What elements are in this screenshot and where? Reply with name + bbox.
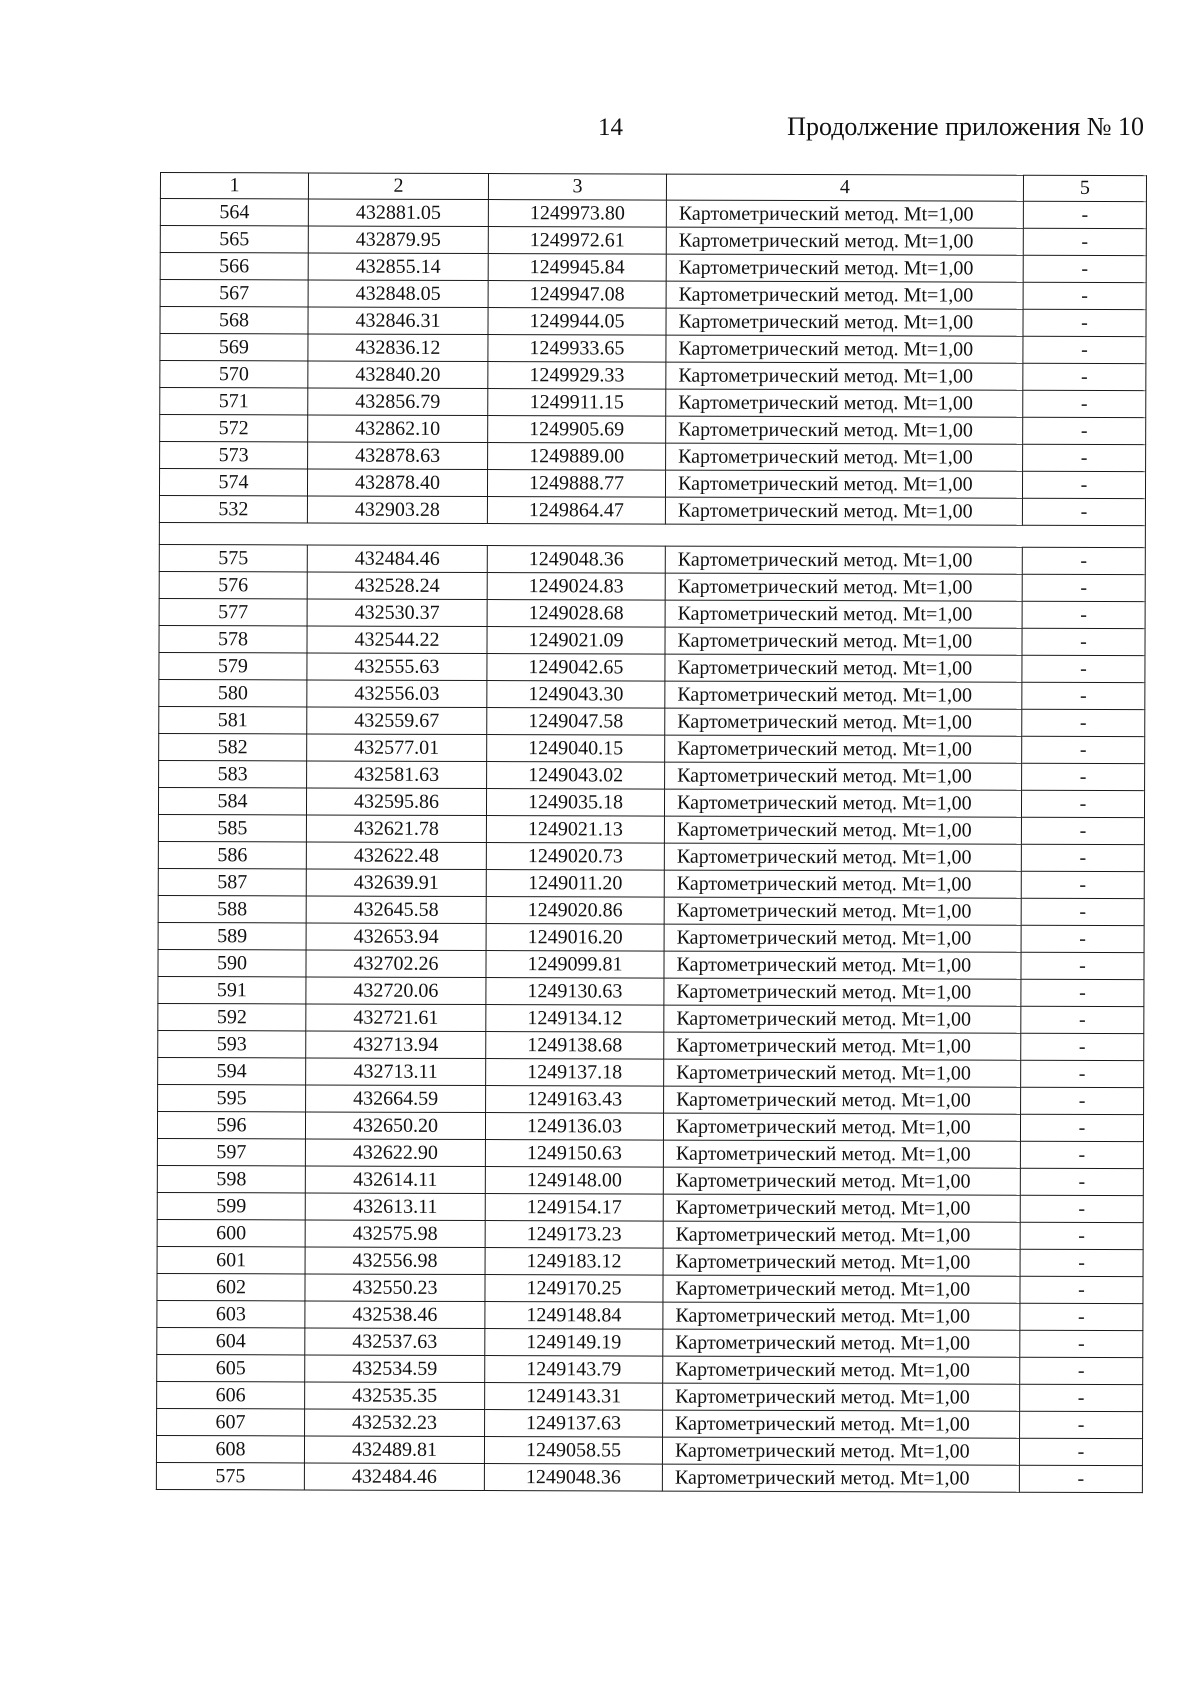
point-number-cell: 601 bbox=[157, 1246, 305, 1273]
x-coordinate-cell: 432650.20 bbox=[305, 1112, 485, 1140]
method-cell: Картометрический метод. Mt=1,00 bbox=[665, 627, 1022, 655]
x-coordinate-cell: 432713.94 bbox=[306, 1031, 486, 1059]
method-cell: Картометрический метод. Mt=1,00 bbox=[665, 681, 1022, 709]
note-cell: - bbox=[1021, 1060, 1144, 1087]
x-coordinate-cell: 432862.10 bbox=[308, 415, 488, 443]
note-cell: - bbox=[1019, 1438, 1142, 1465]
point-number-cell: 578 bbox=[159, 625, 307, 652]
method-cell: Картометрический метод. Mt=1,00 bbox=[663, 1194, 1020, 1222]
y-coordinate-cell: 1249134.12 bbox=[486, 1005, 664, 1033]
method-cell: Картометрический метод. Mt=1,00 bbox=[664, 789, 1021, 817]
table-row bbox=[159, 706, 1145, 736]
x-coordinate-cell: 432575.98 bbox=[305, 1220, 485, 1248]
group-separator-row bbox=[159, 522, 1145, 547]
point-number-cell: 532 bbox=[159, 495, 307, 522]
note-cell: - bbox=[1020, 1249, 1143, 1276]
note-cell: - bbox=[1022, 547, 1145, 574]
y-coordinate-cell: 1249043.30 bbox=[487, 681, 665, 709]
note-cell: - bbox=[1023, 255, 1146, 282]
table-row bbox=[157, 1165, 1143, 1195]
table-row bbox=[157, 1246, 1143, 1276]
y-coordinate-cell: 1249035.18 bbox=[486, 789, 664, 817]
method-cell: Картометрический метод. Mt=1,00 bbox=[663, 1356, 1020, 1384]
table-row bbox=[158, 1057, 1144, 1087]
table-row bbox=[159, 733, 1145, 763]
method-cell: Картометрический метод. Mt=1,00 bbox=[665, 600, 1022, 628]
note-cell: - bbox=[1023, 228, 1146, 255]
note-cell: - bbox=[1020, 1222, 1143, 1249]
x-coordinate-cell: 432878.40 bbox=[307, 469, 487, 497]
table-row bbox=[159, 679, 1145, 709]
point-number-cell: 599 bbox=[157, 1192, 305, 1219]
y-coordinate-cell: 1249024.83 bbox=[487, 573, 665, 601]
point-number-cell: 575 bbox=[159, 544, 307, 571]
point-number-cell: 598 bbox=[157, 1165, 305, 1192]
y-coordinate-cell: 1249864.47 bbox=[487, 497, 665, 525]
table-row bbox=[158, 841, 1144, 871]
y-coordinate-cell: 1249048.36 bbox=[484, 1464, 662, 1492]
y-coordinate-cell: 1249021.09 bbox=[487, 627, 665, 655]
note-cell: - bbox=[1023, 201, 1146, 228]
point-number-cell: 576 bbox=[159, 571, 307, 598]
x-coordinate-cell: 432535.35 bbox=[305, 1382, 485, 1410]
x-coordinate-cell: 432555.63 bbox=[307, 653, 487, 681]
point-number-cell: 589 bbox=[158, 922, 306, 949]
point-number-cell: 570 bbox=[160, 361, 308, 388]
x-coordinate-cell: 432537.63 bbox=[305, 1328, 485, 1356]
point-number-cell: 586 bbox=[158, 841, 306, 868]
note-cell: - bbox=[1021, 1033, 1144, 1060]
x-coordinate-cell: 432878.63 bbox=[308, 442, 488, 470]
note-cell: - bbox=[1022, 736, 1145, 763]
table-row bbox=[157, 1138, 1143, 1168]
point-number-cell: 595 bbox=[158, 1084, 306, 1111]
method-cell: Картометрический метод. Mt=1,00 bbox=[663, 1329, 1020, 1357]
y-coordinate-cell: 1249130.63 bbox=[486, 978, 664, 1006]
point-number-cell: 582 bbox=[159, 733, 307, 760]
table-row bbox=[160, 334, 1146, 364]
x-coordinate-cell: 432664.59 bbox=[306, 1085, 486, 1113]
table-row bbox=[157, 1381, 1143, 1411]
note-cell: - bbox=[1020, 1195, 1143, 1222]
y-coordinate-cell: 1249020.86 bbox=[486, 897, 664, 925]
method-cell: Картометрический метод. Mt=1,00 bbox=[664, 816, 1021, 844]
table-row bbox=[158, 976, 1144, 1006]
method-cell: Картометрический метод. Mt=1,00 bbox=[663, 1113, 1020, 1141]
y-coordinate-cell: 1249040.15 bbox=[487, 735, 665, 763]
point-number-cell: 606 bbox=[157, 1381, 305, 1408]
method-cell: Картометрический метод. Mt=1,00 bbox=[665, 546, 1022, 574]
note-cell: - bbox=[1021, 925, 1144, 952]
y-coordinate-cell: 1249889.00 bbox=[488, 443, 666, 471]
y-coordinate-cell: 1249047.58 bbox=[487, 708, 665, 736]
x-coordinate-cell: 432577.01 bbox=[307, 734, 487, 762]
table-row bbox=[160, 388, 1146, 418]
y-coordinate-cell: 1249945.84 bbox=[488, 254, 666, 282]
table-row bbox=[156, 1462, 1142, 1492]
note-cell: - bbox=[1023, 390, 1146, 417]
note-cell: - bbox=[1020, 1276, 1143, 1303]
y-coordinate-cell: 1249058.55 bbox=[484, 1437, 662, 1465]
table-header-row bbox=[160, 173, 1146, 202]
table-row bbox=[160, 253, 1146, 283]
point-number-cell: 593 bbox=[158, 1030, 306, 1057]
point-number-cell: 590 bbox=[158, 949, 306, 976]
point-number-cell: 587 bbox=[158, 868, 306, 895]
point-number-cell: 579 bbox=[159, 652, 307, 679]
y-coordinate-cell: 1249048.36 bbox=[487, 546, 665, 574]
method-cell: Картометрический метод. Mt=1,00 bbox=[665, 735, 1022, 763]
y-coordinate-cell: 1249099.81 bbox=[486, 951, 664, 979]
y-coordinate-cell: 1249138.68 bbox=[486, 1032, 664, 1060]
table-row bbox=[159, 652, 1145, 682]
y-coordinate-cell: 1249020.73 bbox=[486, 843, 664, 871]
y-coordinate-cell: 1249163.43 bbox=[486, 1086, 664, 1114]
note-cell: - bbox=[1019, 1465, 1142, 1492]
table-row bbox=[158, 949, 1144, 979]
table-row bbox=[158, 814, 1144, 844]
x-coordinate-cell: 432528.24 bbox=[307, 572, 487, 600]
table-row bbox=[159, 544, 1145, 574]
method-cell: Картометрический метод. Mt=1,00 bbox=[664, 924, 1021, 952]
point-number-cell: 591 bbox=[158, 976, 306, 1003]
note-cell: - bbox=[1020, 1384, 1143, 1411]
y-coordinate-cell: 1249148.84 bbox=[485, 1302, 663, 1330]
point-number-cell: 584 bbox=[158, 787, 306, 814]
table-row bbox=[157, 1354, 1143, 1384]
method-cell: Картометрический метод. Mt=1,00 bbox=[665, 573, 1022, 601]
note-cell: - bbox=[1022, 682, 1145, 709]
table-row bbox=[159, 760, 1145, 790]
coordinates-table bbox=[156, 172, 1147, 1493]
method-cell: Картометрический метод. Mt=1,00 bbox=[665, 497, 1022, 525]
method-cell: Картометрический метод. Mt=1,00 bbox=[664, 843, 1021, 871]
table-row bbox=[156, 1435, 1142, 1465]
table-row bbox=[159, 495, 1145, 525]
x-coordinate-cell: 432550.23 bbox=[305, 1274, 485, 1302]
x-coordinate-cell: 432713.11 bbox=[306, 1058, 486, 1086]
method-cell: Картометрический метод. Mt=1,00 bbox=[666, 254, 1023, 282]
x-coordinate-cell: 432534.59 bbox=[305, 1355, 485, 1383]
point-number-cell: 596 bbox=[157, 1111, 305, 1138]
note-cell: - bbox=[1023, 309, 1146, 336]
point-number-cell: 567 bbox=[160, 280, 308, 307]
note-cell: - bbox=[1020, 1168, 1143, 1195]
method-cell: Картометрический метод. Mt=1,00 bbox=[664, 978, 1021, 1006]
method-cell: Картометрический метод. Mt=1,00 bbox=[664, 1032, 1021, 1060]
method-cell: Картометрический метод. Mt=1,00 bbox=[663, 1248, 1020, 1276]
column-header-5: 5 bbox=[1023, 175, 1146, 201]
method-cell: Картометрический метод. Mt=1,00 bbox=[665, 654, 1022, 682]
group-separator-cell bbox=[159, 522, 1145, 547]
y-coordinate-cell: 1249143.31 bbox=[485, 1383, 663, 1411]
point-number-cell: 605 bbox=[157, 1354, 305, 1381]
table-row bbox=[160, 280, 1146, 310]
point-number-cell: 581 bbox=[159, 706, 307, 733]
table-row bbox=[157, 1273, 1143, 1303]
table-row bbox=[159, 571, 1145, 601]
x-coordinate-cell: 432639.91 bbox=[306, 869, 486, 897]
x-coordinate-cell: 432903.28 bbox=[307, 496, 487, 524]
point-number-cell: 603 bbox=[157, 1300, 305, 1327]
method-cell: Картометрический метод. Mt=1,00 bbox=[666, 416, 1023, 444]
x-coordinate-cell: 432721.61 bbox=[306, 1004, 486, 1032]
note-cell: - bbox=[1020, 1141, 1143, 1168]
note-cell: - bbox=[1022, 601, 1145, 628]
table-row bbox=[160, 226, 1146, 256]
table-row bbox=[157, 1111, 1143, 1141]
x-coordinate-cell: 432532.23 bbox=[305, 1409, 485, 1437]
point-number-cell: 569 bbox=[160, 334, 308, 361]
method-cell: Картометрический метод. Mt=1,00 bbox=[666, 362, 1023, 390]
x-coordinate-cell: 432622.48 bbox=[306, 842, 486, 870]
x-coordinate-cell: 432613.11 bbox=[305, 1193, 485, 1221]
method-cell: Картометрический метод. Mt=1,00 bbox=[666, 200, 1023, 228]
table-row bbox=[160, 415, 1146, 445]
y-coordinate-cell: 1249911.15 bbox=[488, 389, 666, 417]
method-cell: Картометрический метод. Mt=1,00 bbox=[666, 335, 1023, 363]
point-number-cell: 604 bbox=[157, 1327, 305, 1354]
x-coordinate-cell: 432556.98 bbox=[305, 1247, 485, 1275]
note-cell: - bbox=[1023, 336, 1146, 363]
point-number-cell: 574 bbox=[159, 469, 307, 496]
table-row bbox=[158, 922, 1144, 952]
y-coordinate-cell: 1249183.12 bbox=[485, 1248, 663, 1276]
note-cell: - bbox=[1020, 1357, 1143, 1384]
y-coordinate-cell: 1249137.18 bbox=[486, 1059, 664, 1087]
table-body bbox=[156, 199, 1146, 1493]
note-cell: - bbox=[1020, 1411, 1143, 1438]
point-number-cell: 597 bbox=[157, 1138, 305, 1165]
x-coordinate-cell: 432484.46 bbox=[307, 545, 487, 573]
x-coordinate-cell: 432645.58 bbox=[306, 896, 486, 924]
x-coordinate-cell: 432544.22 bbox=[307, 626, 487, 654]
point-number-cell: 568 bbox=[160, 307, 308, 334]
y-coordinate-cell: 1249888.77 bbox=[487, 470, 665, 498]
y-coordinate-cell: 1249170.25 bbox=[485, 1275, 663, 1303]
x-coordinate-cell: 432621.78 bbox=[306, 815, 486, 843]
x-coordinate-cell: 432559.67 bbox=[307, 707, 487, 735]
y-coordinate-cell: 1249929.33 bbox=[488, 362, 666, 390]
table-row bbox=[159, 469, 1145, 499]
x-coordinate-cell: 432489.81 bbox=[304, 1436, 484, 1464]
y-coordinate-cell: 1249150.63 bbox=[485, 1140, 663, 1168]
note-cell: - bbox=[1022, 709, 1145, 736]
method-cell: Картометрический метод. Mt=1,00 bbox=[663, 1167, 1020, 1195]
note-cell: - bbox=[1021, 1006, 1144, 1033]
note-cell: - bbox=[1020, 1330, 1143, 1357]
table-row bbox=[157, 1300, 1143, 1330]
table-row bbox=[160, 442, 1146, 472]
point-number-cell: 608 bbox=[156, 1435, 304, 1462]
note-cell: - bbox=[1023, 363, 1146, 390]
point-number-cell: 577 bbox=[159, 598, 307, 625]
note-cell: - bbox=[1022, 763, 1145, 790]
method-cell: Картометрический метод. Mt=1,00 bbox=[664, 897, 1021, 925]
y-coordinate-cell: 1249136.03 bbox=[485, 1113, 663, 1141]
method-cell: Картометрический метод. Mt=1,00 bbox=[663, 1383, 1020, 1411]
method-cell: Картометрический метод. Mt=1,00 bbox=[664, 870, 1021, 898]
x-coordinate-cell: 432595.86 bbox=[306, 788, 486, 816]
note-cell: - bbox=[1022, 498, 1145, 525]
method-cell: Картометрический метод. Mt=1,00 bbox=[664, 951, 1021, 979]
table-row bbox=[157, 1327, 1143, 1357]
y-coordinate-cell: 1249973.80 bbox=[488, 200, 666, 228]
y-coordinate-cell: 1249905.69 bbox=[488, 416, 666, 444]
table-row bbox=[160, 307, 1146, 337]
note-cell: - bbox=[1020, 1114, 1143, 1141]
y-coordinate-cell: 1249016.20 bbox=[486, 924, 664, 952]
point-number-cell: 602 bbox=[157, 1273, 305, 1300]
table-row bbox=[157, 1408, 1143, 1438]
y-coordinate-cell: 1249143.79 bbox=[485, 1356, 663, 1384]
point-number-cell: 607 bbox=[157, 1408, 305, 1435]
y-coordinate-cell: 1249173.23 bbox=[485, 1221, 663, 1249]
method-cell: Картометрический метод. Mt=1,00 bbox=[662, 1437, 1019, 1465]
point-number-cell: 600 bbox=[157, 1219, 305, 1246]
x-coordinate-cell: 432538.46 bbox=[305, 1301, 485, 1329]
method-cell: Картометрический метод. Mt=1,00 bbox=[666, 227, 1023, 255]
point-number-cell: 588 bbox=[158, 895, 306, 922]
column-header-1: 1 bbox=[160, 173, 308, 199]
y-coordinate-cell: 1249947.08 bbox=[488, 281, 666, 309]
note-cell: - bbox=[1021, 871, 1144, 898]
method-cell: Картометрический метод. Mt=1,00 bbox=[663, 1140, 1020, 1168]
method-cell: Картометрический метод. Mt=1,00 bbox=[664, 1086, 1021, 1114]
point-number-cell: 575 bbox=[156, 1462, 304, 1489]
note-cell: - bbox=[1022, 655, 1145, 682]
x-coordinate-cell: 432836.12 bbox=[308, 334, 488, 362]
point-number-cell: 592 bbox=[158, 1003, 306, 1030]
point-number-cell: 585 bbox=[158, 814, 306, 841]
column-header-4: 4 bbox=[666, 174, 1023, 201]
x-coordinate-cell: 432840.20 bbox=[308, 361, 488, 389]
method-cell: Картометрический метод. Mt=1,00 bbox=[664, 1059, 1021, 1087]
method-cell: Картометрический метод. Mt=1,00 bbox=[665, 762, 1022, 790]
method-cell: Картометрический метод. Mt=1,00 bbox=[663, 1275, 1020, 1303]
y-coordinate-cell: 1249043.02 bbox=[487, 762, 665, 790]
note-cell: - bbox=[1023, 444, 1146, 471]
method-cell: Картометрический метод. Mt=1,00 bbox=[666, 281, 1023, 309]
note-cell: - bbox=[1022, 471, 1145, 498]
method-cell: Картометрический метод. Mt=1,00 bbox=[665, 470, 1022, 498]
note-cell: - bbox=[1021, 979, 1144, 1006]
method-cell: Картометрический метод. Mt=1,00 bbox=[663, 1221, 1020, 1249]
point-number-cell: 583 bbox=[159, 760, 307, 787]
note-cell: - bbox=[1021, 817, 1144, 844]
y-coordinate-cell: 1249944.05 bbox=[488, 308, 666, 336]
method-cell: Картометрический метод. Mt=1,00 bbox=[663, 1302, 1020, 1330]
method-cell: Картометрический метод. Mt=1,00 bbox=[665, 708, 1022, 736]
x-coordinate-cell: 432556.03 bbox=[307, 680, 487, 708]
column-header-3: 3 bbox=[488, 174, 666, 201]
point-number-cell: 571 bbox=[160, 388, 308, 415]
page-number: 14 bbox=[598, 114, 623, 141]
note-cell: - bbox=[1020, 1303, 1143, 1330]
note-cell: - bbox=[1021, 844, 1144, 871]
coordinates-table-container bbox=[156, 172, 1146, 1493]
method-cell: Картометрический метод. Mt=1,00 bbox=[666, 443, 1023, 471]
x-coordinate-cell: 432846.31 bbox=[308, 307, 488, 335]
x-coordinate-cell: 432581.63 bbox=[307, 761, 487, 789]
method-cell: Картометрический метод. Mt=1,00 bbox=[666, 389, 1023, 417]
x-coordinate-cell: 432530.37 bbox=[307, 599, 487, 627]
table-row bbox=[158, 868, 1144, 898]
continuation-title: Продолжение приложения № 10 bbox=[787, 112, 1144, 141]
y-coordinate-cell: 1249021.13 bbox=[486, 816, 664, 844]
x-coordinate-cell: 432855.14 bbox=[308, 253, 488, 281]
note-cell: - bbox=[1023, 417, 1146, 444]
table-row bbox=[160, 199, 1146, 229]
y-coordinate-cell: 1249149.19 bbox=[485, 1329, 663, 1357]
column-header-2: 2 bbox=[308, 173, 488, 200]
x-coordinate-cell: 432622.90 bbox=[305, 1139, 485, 1167]
point-number-cell: 566 bbox=[160, 253, 308, 280]
table-row bbox=[158, 895, 1144, 925]
point-number-cell: 565 bbox=[160, 226, 308, 253]
table-row bbox=[157, 1192, 1143, 1222]
x-coordinate-cell: 432484.46 bbox=[304, 1463, 484, 1491]
note-cell: - bbox=[1021, 790, 1144, 817]
table-row bbox=[158, 1003, 1144, 1033]
note-cell: - bbox=[1021, 898, 1144, 925]
x-coordinate-cell: 432881.05 bbox=[308, 199, 488, 227]
x-coordinate-cell: 432879.95 bbox=[308, 226, 488, 254]
point-number-cell: 594 bbox=[158, 1057, 306, 1084]
x-coordinate-cell: 432856.79 bbox=[308, 388, 488, 416]
table-row bbox=[160, 361, 1146, 391]
point-number-cell: 573 bbox=[160, 442, 308, 469]
x-coordinate-cell: 432720.06 bbox=[306, 977, 486, 1005]
table-row bbox=[159, 625, 1145, 655]
table-row bbox=[157, 1219, 1143, 1249]
method-cell: Картометрический метод. Mt=1,00 bbox=[664, 1005, 1021, 1033]
table-row bbox=[158, 1084, 1144, 1114]
x-coordinate-cell: 432848.05 bbox=[308, 280, 488, 308]
y-coordinate-cell: 1249137.63 bbox=[485, 1410, 663, 1438]
note-cell: - bbox=[1021, 1087, 1144, 1114]
x-coordinate-cell: 432653.94 bbox=[306, 923, 486, 951]
y-coordinate-cell: 1249933.65 bbox=[488, 335, 666, 363]
method-cell: Картометрический метод. Mt=1,00 bbox=[662, 1464, 1019, 1492]
y-coordinate-cell: 1249042.65 bbox=[487, 654, 665, 682]
x-coordinate-cell: 432614.11 bbox=[305, 1166, 485, 1194]
x-coordinate-cell: 432702.26 bbox=[306, 950, 486, 978]
y-coordinate-cell: 1249148.00 bbox=[485, 1167, 663, 1195]
note-cell: - bbox=[1023, 282, 1146, 309]
method-cell: Картометрический метод. Mt=1,00 bbox=[666, 308, 1023, 336]
note-cell: - bbox=[1022, 628, 1145, 655]
point-number-cell: 572 bbox=[160, 415, 308, 442]
y-coordinate-cell: 1249028.68 bbox=[487, 600, 665, 628]
point-number-cell: 564 bbox=[160, 199, 308, 226]
table-row bbox=[158, 1030, 1144, 1060]
method-cell: Картометрический метод. Mt=1,00 bbox=[663, 1410, 1020, 1438]
point-number-cell: 580 bbox=[159, 679, 307, 706]
note-cell: - bbox=[1022, 574, 1145, 601]
note-cell: - bbox=[1021, 952, 1144, 979]
table-row bbox=[159, 598, 1145, 628]
y-coordinate-cell: 1249972.61 bbox=[488, 227, 666, 255]
y-coordinate-cell: 1249011.20 bbox=[486, 870, 664, 898]
table-row bbox=[158, 787, 1144, 817]
y-coordinate-cell: 1249154.17 bbox=[485, 1194, 663, 1222]
